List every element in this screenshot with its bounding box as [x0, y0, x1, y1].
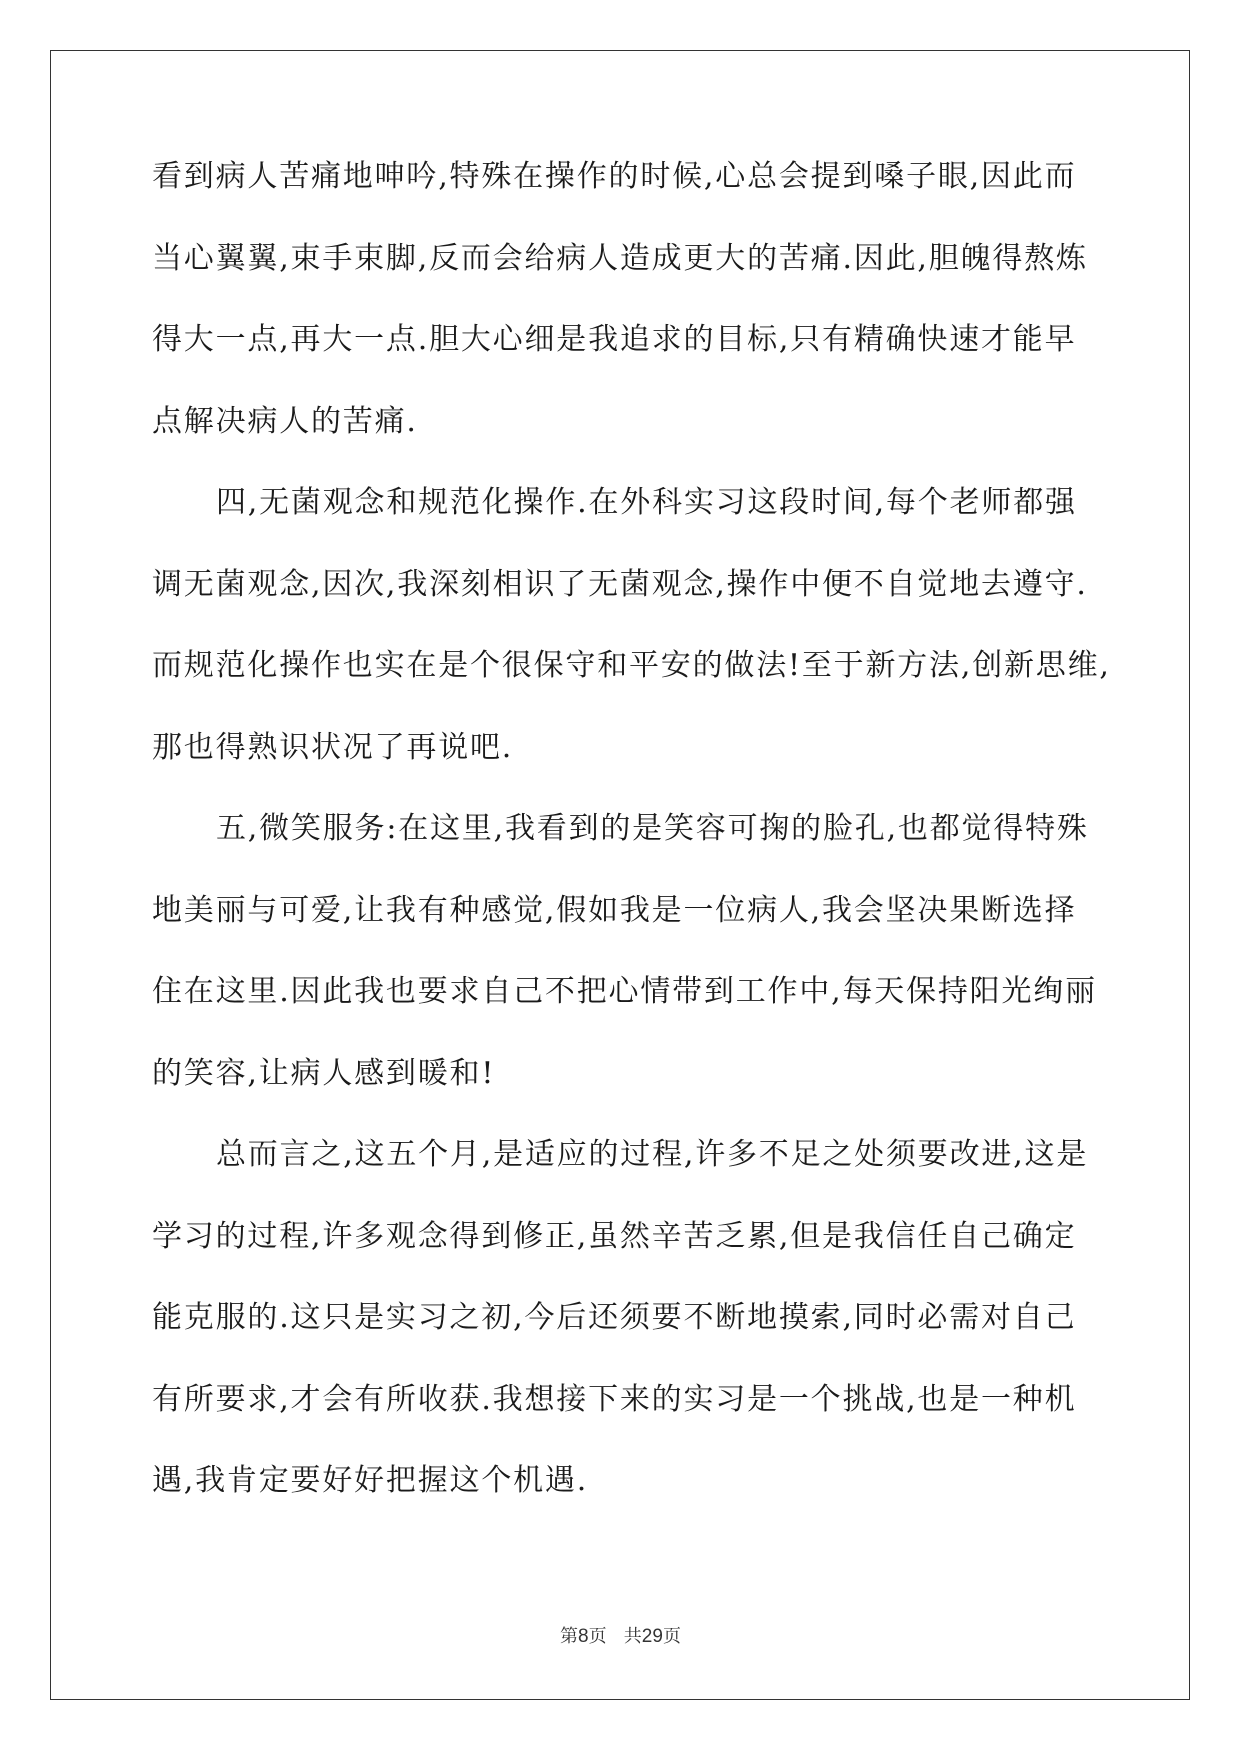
text-line: 地美丽与可爱,让我有种感觉,假如我是一位病人,我会坚决果断选择 — [152, 892, 1077, 928]
text-line: 那也得熟识状况了再说吧. — [152, 729, 514, 765]
text-line: 当心翼翼,束手束脚,反而会给病人造成更大的苦痛.因此,胆魄得熬炼 — [152, 240, 1088, 276]
footer-total-suffix: 页 — [662, 1626, 681, 1647]
text-line: 学习的过程,许多观念得到修正,虽然辛苦乏累,但是我信任自己确定 — [152, 1218, 1077, 1254]
footer-total-prefix: 共 — [623, 1626, 642, 1647]
text-line: 有所要求,才会有所收获.我想接下来的实习是一个挑战,也是一种机 — [152, 1381, 1077, 1417]
text-line: 而规范化操作也实在是个很保守和平安的做法!至于新方法,创新思维, — [152, 648, 1111, 683]
paragraph-first-line: 五,微笑服务:在这里,我看到的是笑容可掬的脸孔,也都觉得特殊 — [216, 811, 1089, 846]
text-line: 能克服的.这只是实习之初,今后还须要不断地摸索,同时必需对自己 — [152, 1300, 1077, 1335]
text-line: 调无菌观念,因次,我深刻相识了无菌观念,操作中便不自觉地去遵守. — [152, 566, 1088, 602]
text-line: 住在这里.因此我也要求自己不把心情带到工作中,每天保持阳光绚丽 — [152, 974, 1097, 1009]
footer-prefix: 第 — [560, 1626, 579, 1647]
paragraph-first-line: 总而言之,这五个月,是适应的过程,许多不足之处须要改进,这是 — [216, 1137, 1089, 1172]
page-number: 8 — [578, 1626, 589, 1647]
footer-page-suffix: 页 — [588, 1626, 607, 1647]
text-line: 看到病人苦痛地呻吟,特殊在操作的时候,心总会提到嗓子眼,因此而 — [152, 159, 1077, 194]
paragraph-first-line: 四,无菌观念和规范化操作.在外科实习这段时间,每个老师都强 — [216, 485, 1077, 520]
text-line: 得大一点,再大一点.胆大心细是我追求的目标,只有精确快速才能早 — [152, 322, 1077, 357]
document-body — [152, 159, 1111, 1548]
total-pages: 29 — [641, 1626, 663, 1647]
text-line: 的笑容,让病人感到暖和! — [152, 1055, 496, 1091]
text-line: 遇,我肯定要好好把握这个机遇. — [152, 1463, 589, 1498]
page-footer — [0, 1622, 1241, 1648]
text-line: 点解决病人的苦痛. — [152, 403, 418, 439]
